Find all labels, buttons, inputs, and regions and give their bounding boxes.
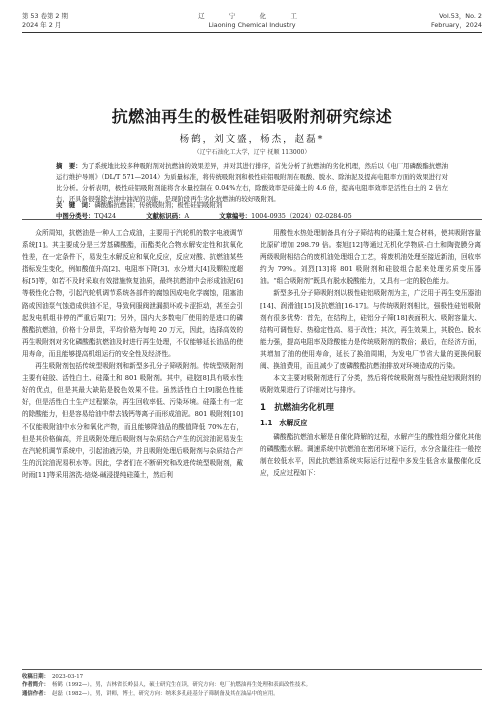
- date-cn: 2024 年 2 月: [22, 21, 62, 29]
- corresponding-label: 通信作者：: [22, 690, 49, 697]
- clc-label: 中图分类号：: [56, 212, 95, 220]
- subsection-heading-1-1: 1.1 水解反应: [260, 419, 308, 428]
- intro-paragraph-1: 众所周知，抗燃油是一种人工合成油，主要用于汽轮机的数字电液调节系统[1]。其主要成分是三芳基磷酸酯，而酯类化合物水解安定性和抗氧化性差，在一定条件下，易发生水解反应和氧化反应，反应对酸、抗燃油某些指标发生变化，例如酸值升高[2]、电阻率下降[3]、水分增大[4]及颗粒度超标[5]等，如若不及时采取有效措施恢复油质，最终抗燃油中会形成油泥[6]等极性化合物，引起汽轮机调节系统各部件的腐蚀因成电化学腐蚀，阻塞油路或因油泵气蚀造成供油不足，导致伺服阀泄漏损坏或卡涩拒动，甚至会引起发电机组非停的严重后果[7]；另外，国内大多数电厂使用的是进口的磷酸酯抗燃油，价格十分昂贵，平均价格为每吨 20 万元，因此，选择高效的再生吸附剂对劣化磷酸酯抗燃油及时进行再生处理，不仅能够延长油品的使用寿命，而且能够提高机组运行的安全性及经济性。: [22, 229, 243, 358]
- right-column: [260, 227, 481, 479]
- abstract-rule: [22, 219, 482, 220]
- doc-code: A: [184, 212, 190, 220]
- abstract-text: 为了系统地比较多种吸附剂对抗燃油的效果差异，并对其进行排序，首先分析了抗燃油的劣化机理，然后以《电厂用磷酸酯抗燃油运行维护导则》（DL/T 571—2014）为质量标准，将传统吸附剂和极性硅铝吸附剂在吸酸、脱水、除油泥及提高电阻率方面的效果进行对比分析。分析表明，极性硅铝吸附剂能将含水量控制在 0.04%左右，除酸效率是硅藻土的 4.6 倍，提高电阻率效率是活性白土的 2 倍左右，还具备很强除去油中油泥的功能，是现阶段再生劣化抗燃油的较好吸附剂。: [56, 162, 449, 203]
- footnote: [22, 669, 482, 698]
- date-en: February，2024: [431, 21, 482, 29]
- received-date: 2023-03-17: [52, 674, 84, 680]
- header-center: [22, 12, 482, 30]
- intro-paragraph-5: 本文主要对吸附剂进行了分类，然后将传统吸附剂与极性硅铝吸附剂的吸附效果进行了详细对比与排序。: [260, 374, 481, 395]
- received-line: [22, 673, 482, 681]
- journal-name-en: Liaoning Chemical Industry: [208, 21, 296, 29]
- affiliation: （辽宁石油化工大学，辽宁 抚顺 113000）: [193, 149, 311, 156]
- article-no-label: 文章编号：: [219, 212, 252, 220]
- journal-name-cn: 辽 宁 化 工: [198, 12, 306, 20]
- author-bio-label: 作者简介：: [22, 682, 49, 689]
- author-list: 杨鹤，刘文盛，杨杰，赵磊*: [179, 134, 325, 145]
- abstract-label: 摘 要：: [56, 162, 82, 170]
- intro-paragraph-3: 用酸性水热处理制备具有分子筛结构的硅藻土复合材料，使其吸附容量比原矿增加 298.79 倍。秦旭[12]等通过无机化学物质-白土和陶瓷膜分离两级吸附相结合的废机油处理组合工艺，将废机油处理至接近新油，回收率约为 79%。刘烈[13]将 801 吸附剂和硅胶组合起来处理劣质变压器油。“组合吸附剂”既具有脱水脱酸能力，又具有一定的脱色能力。: [260, 229, 481, 286]
- doc-code-label: 文献标识码：: [146, 212, 185, 220]
- keywords-label: 关 键 词：: [56, 201, 95, 209]
- section-heading-1: 1 抗燃油劣化机理: [260, 403, 334, 414]
- article-title: 抗燃油再生的极性硅铝吸附剂研究综述: [111, 107, 393, 126]
- received-label: 收稿日期：: [22, 674, 49, 680]
- intro-paragraph-2: 再生吸附剂包括传统型吸附剂和新型多孔分子筛吸附剂。传统型吸附剂主要有硅胶、活性白土、硅藻土和 801 吸附剂。其中，硅胶[8]具有吸水性好的优点，但是其最大缺陷是脱色效果不佳。虽然活性白土[9]脱色性能好，但是活性白土生产过程繁杂，再生回收率低、污染环境。硅藻土有一定的除酸能力，但是容易给油中带去钱钙等离子而形成油泥。801 吸附剂[10]不仅能吸附油中水分和氧化产物，而且能够降油品的酸值降低 70%左右，但是其价格偏高，并且吸附处理后吸附剂与杂质结合产生的沉淀油泥易发生在汽轮机调节系统中，引起油液污染，并且吸附处理后吸附剂与杂质结合产生的沉淀油泥易积水等。因此，学者们在不断研究和改进传统型吸附剂，戴时雨[11]等采用溶洗-焙烧-碱浸提纯硅藻土，然后利: [22, 362, 243, 479]
- article-no: 1004-0935（2024）02-0284-05: [251, 212, 352, 220]
- hydrolysis-paragraph: 磷酸酯抗燃油水解是自催化降解的过程，水解产生的酸性组分催化其他的磷酸酯水解。调速系统中抗燃油在密闭环境下运行，水分含量往往一般控制在较低水平，因此抗燃油系统实际运行过程中多发生低含水量酸催化反应，反应过程如下：: [260, 432, 481, 477]
- author-bio: 杨鹤（1992—），男，吉林省长岭县人，硕士研究生在读，研究方向：电厂抗燃油再生处理和表面改性技术。: [52, 682, 311, 689]
- volume-en: Vol.53，No. 2: [439, 12, 482, 20]
- intro-paragraph-4: 新型多孔分子筛吸附剂以极性硅铝吸附剂为主，广泛用于再生变压器油[14]、润滑油[15]及抗燃油[16-17]。与传统吸附剂相比，强极性硅铝吸附剂有很多优势：首先，在结构上，硅铝分子筛[18]表面积大、吸附容量大、结构可调性好、热稳定性高、易于改性；其次，再生效果上，其脱色、脱水能力强，提高电阻率及除酸能力是传统吸附剂的数倍；最后，在经济方面，其增加了油的使用寿命，延长了换油周期，为发电厂节省大量的更换伺服阀、换油费用，而且减少了废磷酸酯抗燃油排放对环境造成的污染。: [260, 289, 481, 371]
- left-column: [22, 227, 243, 481]
- keywords-line: [56, 200, 448, 211]
- volume-cn: 第 53 卷第 2 期: [22, 12, 68, 20]
- abstract: [56, 161, 448, 205]
- author-bio-line: [22, 681, 482, 689]
- keywords: 磷酸酯抗燃油；传统吸附剂；极性硅铝吸附剂: [94, 201, 223, 209]
- header-right: [431, 12, 482, 30]
- corresponding-author: 赵磊（1982—），男，讲师，博士，研究方向：纳米多孔硅基分子筛制备及其在油品中的应用。: [52, 690, 279, 697]
- clc-code: TQ424: [94, 212, 117, 220]
- header-rule: [22, 32, 482, 33]
- classification-line: [56, 211, 448, 222]
- corresponding-line: [22, 690, 482, 698]
- running-header: [22, 12, 482, 34]
